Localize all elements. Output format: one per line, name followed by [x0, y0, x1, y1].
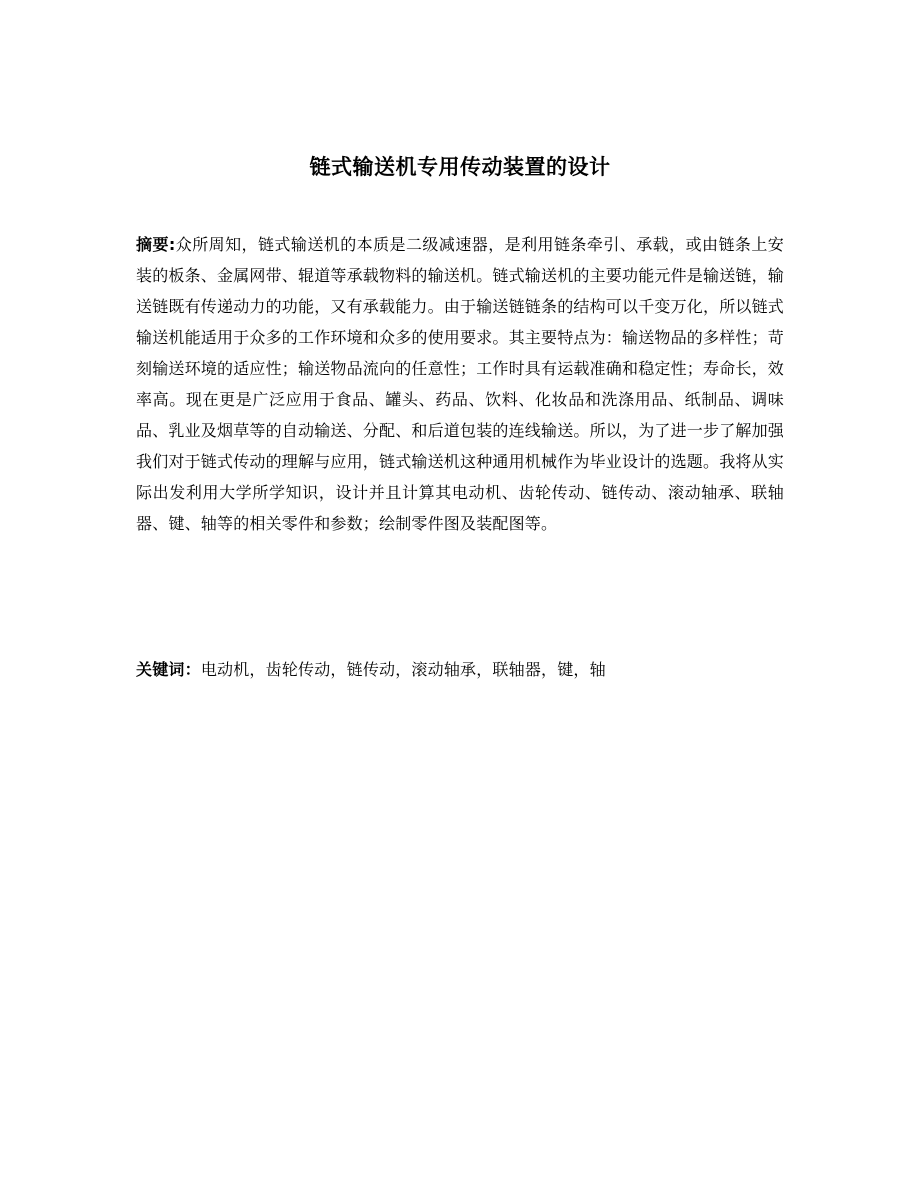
keywords-line: [136, 654, 784, 685]
abstract-paragraph: [136, 229, 784, 539]
keywords-text: 电动机，齿轮传动，链传动，滚动轴承，联轴器，键，轴: [200, 660, 606, 679]
document-title: 链式输送机专用传动装置的设计: [309, 155, 611, 179]
keywords-label: 关键词：: [136, 660, 201, 679]
abstract-label: 摘要:: [136, 235, 176, 254]
abstract-text: 众所周知，链式输送机的本质是二级减速器，是利用链条牵引、承载，或由链条上安装的板条、金属网带、辊道等承载物料的输送机。链式输送机的主要功能元件是输送链，输送链既有传递动力的功能，又有承载能力。由于输送链链条的结构可以千变万化，所以链式输送机能适用于众多的工作环境和众多的使用要求。其主要特点为：输送物品的多样性；苛刻输送环境的适应性；输送物品流向的任意性；工作时具有运载准确和稳定性；寿命长，效率高。现在更是广泛应用于食品、罐头、药品、饮料、化妆品和洗涤用品、纸制品、调味品、乳业及烟草等的自动输送、分配、和后道包装的连线输送。所以，为了进一步了解加强我们对于链式传动的理解与应用，链式输送机这种通用机械作为毕业设计的选题。我将从实际出发利用大学所学知识，设计并且计算其电动机、齿轮传动、链传动、滚动轴承、联轴器、键、轴等的相关零件和参数；绘制零件图及装配图等。: [136, 235, 785, 533]
